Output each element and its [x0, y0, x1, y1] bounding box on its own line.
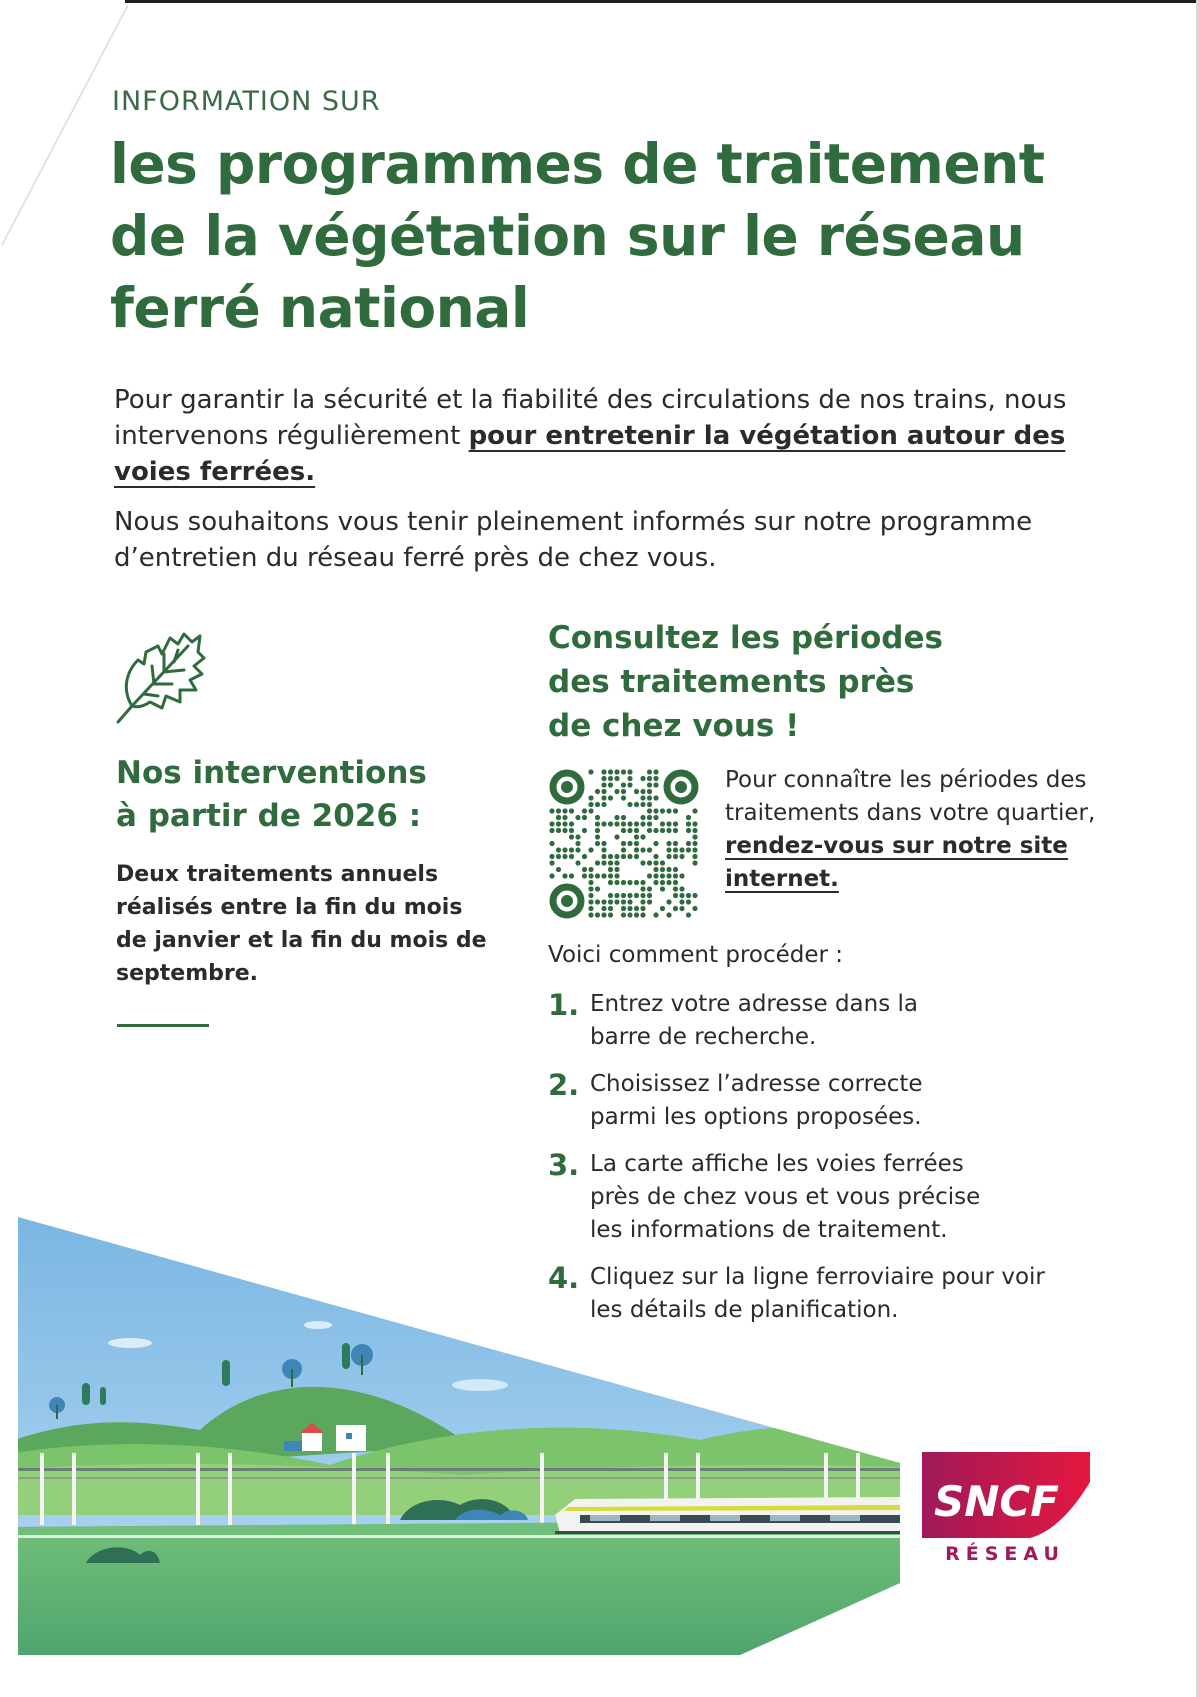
- qr-dot: [588, 906, 593, 911]
- qr-dot: [640, 795, 645, 800]
- qr-dot: [614, 880, 619, 885]
- qr-dot: [608, 821, 613, 826]
- qr-dot: [647, 873, 652, 878]
- qr-dot: [679, 906, 684, 911]
- qr-dot: [660, 828, 665, 833]
- qr-dot: [608, 860, 613, 865]
- qr-text-start: Pour connaître les périodes des traitements dans votre quartier,: [725, 767, 1096, 826]
- qr-dot: [653, 808, 658, 813]
- title-line: ferré national: [110, 276, 530, 340]
- qr-dot: [562, 854, 567, 859]
- qr-dot: [692, 828, 697, 833]
- qr-dot: [621, 854, 626, 859]
- title-line: les programmes de traitement: [110, 132, 1045, 196]
- qr-dot: [608, 893, 613, 898]
- qr-dot: [608, 906, 613, 911]
- logo-subtitle: RÉSEAU: [945, 1543, 1065, 1565]
- qr-dot: [660, 867, 665, 872]
- railway-landscape-illustration: [0, 1215, 900, 1660]
- qr-dot: [549, 854, 554, 859]
- qr-dot: [621, 821, 626, 826]
- qr-dot: [634, 906, 639, 911]
- qr-dot: [614, 776, 619, 781]
- qr-dot: [640, 776, 645, 781]
- qr-dot: [679, 873, 684, 878]
- qr-dot: [575, 860, 580, 865]
- qr-dot: [608, 795, 613, 800]
- qr-dot: [647, 899, 652, 904]
- qr-dot: [601, 776, 606, 781]
- qr-dot: [621, 841, 626, 846]
- qr-dot: [673, 886, 678, 891]
- kicker: INFORMATION SUR: [112, 86, 381, 117]
- qr-dot: [666, 873, 671, 878]
- qr-dot: [679, 847, 684, 852]
- qr-dot: [588, 769, 593, 774]
- qr-dot: [627, 893, 632, 898]
- qr-dot: [660, 906, 665, 911]
- page-edge-top: [125, 0, 1199, 3]
- qr-dot: [634, 893, 639, 898]
- qr-dot: [660, 821, 665, 826]
- qr-dot: [647, 776, 652, 781]
- step-number: 4.: [548, 1261, 580, 1295]
- qr-dot: [666, 821, 671, 826]
- qr-dot: [601, 854, 606, 859]
- qr-dot: [640, 912, 645, 917]
- qr-dot: [614, 834, 619, 839]
- qr-dot: [601, 841, 606, 846]
- qr-dot: [627, 802, 632, 807]
- qr-dot: [621, 782, 626, 787]
- qr-dot: [608, 912, 613, 917]
- qr-dot: [660, 808, 665, 813]
- qr-dot: [562, 808, 567, 813]
- qr-dot: [673, 906, 678, 911]
- qr-dot: [640, 821, 645, 826]
- qr-dot: [556, 854, 561, 859]
- qr-dot: [679, 886, 684, 891]
- qr-dot: [653, 776, 658, 781]
- qr-dot: [562, 873, 567, 878]
- title-line: de la végétation sur le réseau: [110, 204, 1025, 268]
- leaf-icon: [114, 628, 206, 724]
- page-title: [110, 128, 1100, 344]
- qr-dot: [692, 893, 697, 898]
- qr-dot: [640, 899, 645, 904]
- qr-dot: [601, 821, 606, 826]
- qr-dot: [647, 808, 652, 813]
- qr-dot: [647, 795, 652, 800]
- qr-dot: [601, 860, 606, 865]
- step-text: Cliquez sur la ligne ferroviaire pour voir les détails de planification.: [590, 1264, 1045, 1323]
- consult-title-line: de chez vous !: [548, 708, 800, 744]
- qr-dot: [634, 802, 639, 807]
- qr-dot: [601, 782, 606, 787]
- qr-dot: [634, 854, 639, 859]
- qr-dot: [595, 899, 600, 904]
- qr-dot: [562, 815, 567, 820]
- qr-dot: [660, 880, 665, 885]
- qr-dot: [660, 886, 665, 891]
- interventions-title-line: à partir de 2026 :: [116, 798, 422, 834]
- qr-dot: [647, 769, 652, 774]
- qr-dot: [556, 867, 561, 872]
- qr-dot: [686, 821, 691, 826]
- qr-dot: [621, 906, 626, 911]
- qr-dot: [653, 769, 658, 774]
- qr-dot: [666, 854, 671, 859]
- qr-dot: [686, 841, 691, 846]
- qr-dot: [549, 860, 554, 865]
- qr-dot: [621, 769, 626, 774]
- qr-dot: [666, 808, 671, 813]
- qr-dot: [634, 821, 639, 826]
- qr-dot: [653, 815, 658, 820]
- qr-dot: [640, 834, 645, 839]
- qr-dot: [595, 860, 600, 865]
- qr-dot: [647, 789, 652, 794]
- qr-dot: [601, 795, 606, 800]
- qr-dot: [653, 854, 658, 859]
- qr-dot: [621, 828, 626, 833]
- qr-dot: [575, 834, 580, 839]
- qr-dot: [595, 873, 600, 878]
- interventions-title: [116, 752, 516, 838]
- qr-dot: [595, 841, 600, 846]
- qr-dot: [653, 873, 658, 878]
- qr-dot: [621, 880, 626, 885]
- qr-dot: [692, 906, 697, 911]
- qr-dot: [653, 795, 658, 800]
- qr-dot: [588, 867, 593, 872]
- qr-dot: [614, 789, 619, 794]
- qr-dot: [647, 821, 652, 826]
- qr-dot: [627, 854, 632, 859]
- qr-dot: [647, 886, 652, 891]
- qr-dot: [640, 886, 645, 891]
- qr-dot: [692, 821, 697, 826]
- qr-dot: [686, 847, 691, 852]
- qr-code-icon[interactable]: [548, 768, 700, 920]
- qr-dot: [595, 834, 600, 839]
- qr-text: [725, 764, 1105, 896]
- qr-dot: [634, 847, 639, 852]
- qr-dot: [634, 880, 639, 885]
- qr-dot: [627, 841, 632, 846]
- qr-dot: [660, 873, 665, 878]
- qr-dot: [692, 808, 697, 813]
- qr-dot: [692, 854, 697, 859]
- qr-dot: [653, 912, 658, 917]
- qr-dot: [673, 893, 678, 898]
- qr-dot: [653, 860, 658, 865]
- step-text: Choisissez l’adresse correcte parmi les options proposées.: [590, 1071, 923, 1130]
- qr-dot: [588, 880, 593, 885]
- qr-dot: [556, 815, 561, 820]
- qr-dot: [569, 821, 574, 826]
- consult-title-line: Consultez les périodes: [548, 620, 943, 656]
- qr-dot: [666, 828, 671, 833]
- qr-dot: [666, 867, 671, 872]
- qr-dot: [627, 880, 632, 885]
- qr-dot: [608, 776, 613, 781]
- qr-dot: [582, 828, 587, 833]
- qr-dot: [673, 867, 678, 872]
- qr-dot: [549, 808, 554, 813]
- qr-dot: [569, 847, 574, 852]
- qr-dot: [582, 867, 587, 872]
- qr-dot: [608, 873, 613, 878]
- qr-dot: [640, 906, 645, 911]
- qr-dot: [582, 815, 587, 820]
- qr-dot: [686, 899, 691, 904]
- qr-dot: [549, 821, 554, 826]
- step-text: Entrez votre adresse dans la barre de recherche.: [590, 991, 918, 1050]
- qr-dot: [679, 854, 684, 859]
- qr-dot: [621, 815, 626, 820]
- qr-dot: [614, 873, 619, 878]
- qr-dot: [601, 847, 606, 852]
- qr-dot: [595, 789, 600, 794]
- qr-dot: [660, 860, 665, 865]
- qr-dot: [627, 776, 632, 781]
- qr-dot: [679, 893, 684, 898]
- qr-dot: [614, 854, 619, 859]
- qr-dot: [686, 828, 691, 833]
- qr-dot: [582, 873, 587, 878]
- qr-dot: [588, 873, 593, 878]
- consult-title: [548, 616, 1048, 748]
- qr-dot: [601, 899, 606, 904]
- qr-dot: [614, 893, 619, 898]
- qr-dot: [588, 795, 593, 800]
- qr-dot: [621, 789, 626, 794]
- instructions-intro: Voici comment procéder :: [548, 942, 844, 968]
- qr-dot: [614, 867, 619, 872]
- qr-dot: [595, 821, 600, 826]
- qr-dot: [582, 854, 587, 859]
- qr-dot: [562, 821, 567, 826]
- qr-dot: [588, 808, 593, 813]
- qr-dot: [601, 906, 606, 911]
- qr-dot: [601, 802, 606, 807]
- qr-dot: [673, 841, 678, 846]
- qr-dot: [556, 808, 561, 813]
- qr-dot: [562, 847, 567, 852]
- intro-highlight: pour entretenir la végétation autour des voies ferrées.: [114, 421, 1066, 487]
- qr-dot: [666, 880, 671, 885]
- qr-dot: [569, 834, 574, 839]
- qr-dot: [569, 808, 574, 813]
- interventions-title-line: Nos interventions: [116, 755, 427, 791]
- qr-dot: [679, 899, 684, 904]
- qr-dot: [575, 847, 580, 852]
- qr-dot: [608, 867, 613, 872]
- step-number: 1.: [548, 988, 580, 1022]
- qr-dot: [588, 802, 593, 807]
- qr-dot: [601, 873, 606, 878]
- qr-dot: [627, 782, 632, 787]
- intro-text: Pour garantir la sécurité et la fiabilité des circulations de nos trains, nous intervenons régulièrement: [114, 385, 1067, 451]
- qr-dot: [621, 899, 626, 904]
- qr-dot: [608, 782, 613, 787]
- qr-dot: [549, 873, 554, 878]
- qr-dot: [634, 834, 639, 839]
- intro-paragraph: Nous souhaitons vous tenir pleinement informés sur notre programme d’entretien du réseau ferré près de chez vous.: [114, 507, 1033, 573]
- qr-dot: [686, 912, 691, 917]
- qr-dot: [673, 847, 678, 852]
- qr-dot: [627, 821, 632, 826]
- qr-dot: [686, 893, 691, 898]
- qr-dot: [595, 912, 600, 917]
- qr-dot: [556, 821, 561, 826]
- qr-dot: [686, 815, 691, 820]
- divider: [117, 1024, 209, 1027]
- qr-dot: [621, 912, 626, 917]
- qr-dot: [595, 815, 600, 820]
- qr-dot: [621, 893, 626, 898]
- qr-dot: [653, 782, 658, 787]
- qr-dot: [634, 789, 639, 794]
- qr-dot: [692, 847, 697, 852]
- qr-dot: [666, 847, 671, 852]
- qr-dot: [692, 860, 697, 865]
- qr-dot: [666, 899, 671, 904]
- qr-dot: [562, 828, 567, 833]
- qr-dot: [692, 841, 697, 846]
- qr-dot: [647, 893, 652, 898]
- qr-dot: [582, 808, 587, 813]
- qr-dot: [640, 847, 645, 852]
- qr-dot: [588, 893, 593, 898]
- qr-dot: [601, 789, 606, 794]
- qr-dot: [640, 802, 645, 807]
- qr-dot: [673, 828, 678, 833]
- qr-dot: [588, 912, 593, 917]
- qr-dot: [601, 912, 606, 917]
- qr-dot: [640, 880, 645, 885]
- qr-dot: [627, 769, 632, 774]
- qr-dot: [614, 815, 619, 820]
- qr-dot: [627, 899, 632, 904]
- qr-dot: [556, 828, 561, 833]
- intro: [114, 382, 1114, 576]
- qr-dot: [653, 841, 658, 846]
- qr-dot: [666, 912, 671, 917]
- qr-dot: [614, 860, 619, 865]
- qr-dot: [627, 906, 632, 911]
- qr-dot: [640, 893, 645, 898]
- qr-dot: [588, 886, 593, 891]
- qr-dot: [653, 867, 658, 872]
- qr-dot: [614, 769, 619, 774]
- qr-dot: [569, 873, 574, 878]
- qr-dot: [608, 854, 613, 859]
- qr-dot: [621, 847, 626, 852]
- website-link[interactable]: rendez-vous sur notre site internet.: [725, 833, 1068, 892]
- qr-dot: [595, 828, 600, 833]
- qr-dot: [614, 821, 619, 826]
- qr-dot: [673, 873, 678, 878]
- qr-dot: [692, 834, 697, 839]
- qr-dot: [621, 795, 626, 800]
- qr-dot: [588, 847, 593, 852]
- step-item: [548, 988, 1108, 1054]
- qr-dot: [608, 769, 613, 774]
- qr-dot: [634, 828, 639, 833]
- qr-dot: [673, 808, 678, 813]
- qr-dot: [647, 782, 652, 787]
- qr-dot: [653, 880, 658, 885]
- qr-dot: [666, 841, 671, 846]
- qr-dot: [569, 854, 574, 859]
- qr-dot: [569, 828, 574, 833]
- qr-dot: [640, 789, 645, 794]
- intro-paragraph: [114, 382, 1114, 490]
- qr-dot: [647, 815, 652, 820]
- qr-dot: [653, 828, 658, 833]
- qr-dot: [556, 847, 561, 852]
- step-text: La carte affiche les voies ferrées près de chez vous et vous précise les informations de traitement.: [590, 1151, 981, 1243]
- qr-dot: [673, 854, 678, 859]
- step-number: 3.: [548, 1148, 580, 1182]
- qr-dot: [595, 802, 600, 807]
- qr-dot: [647, 802, 652, 807]
- qr-dot: [549, 828, 554, 833]
- qr-dot: [608, 899, 613, 904]
- qr-dot: [608, 880, 613, 885]
- qr-dot: [640, 815, 645, 820]
- qr-dot: [647, 828, 652, 833]
- qr-dot: [595, 886, 600, 891]
- qr-dot: [575, 841, 580, 846]
- qr-dot: [614, 899, 619, 904]
- qr-dot: [634, 841, 639, 846]
- qr-dot: [549, 841, 554, 846]
- qr-dot: [601, 769, 606, 774]
- step-item: [548, 1068, 1108, 1134]
- qr-dot: [673, 880, 678, 885]
- qr-dot: [575, 815, 580, 820]
- qr-dot: [640, 860, 645, 865]
- qr-dot: [627, 912, 632, 917]
- qr-dot: [647, 860, 652, 865]
- qr-dot: [588, 899, 593, 904]
- step-number: 2.: [548, 1068, 580, 1102]
- interventions-text: Deux traitements annuels réalisés entre la fin du mois de janvier et la fin du mois de septembre.: [116, 862, 487, 986]
- consult-title-line: des traitements près: [548, 664, 915, 700]
- qr-dot: [647, 847, 652, 852]
- logo-wordmark: SNCF: [934, 1477, 1059, 1526]
- qr-dot: [673, 821, 678, 826]
- qr-dot: [634, 912, 639, 917]
- qr-dot: [627, 828, 632, 833]
